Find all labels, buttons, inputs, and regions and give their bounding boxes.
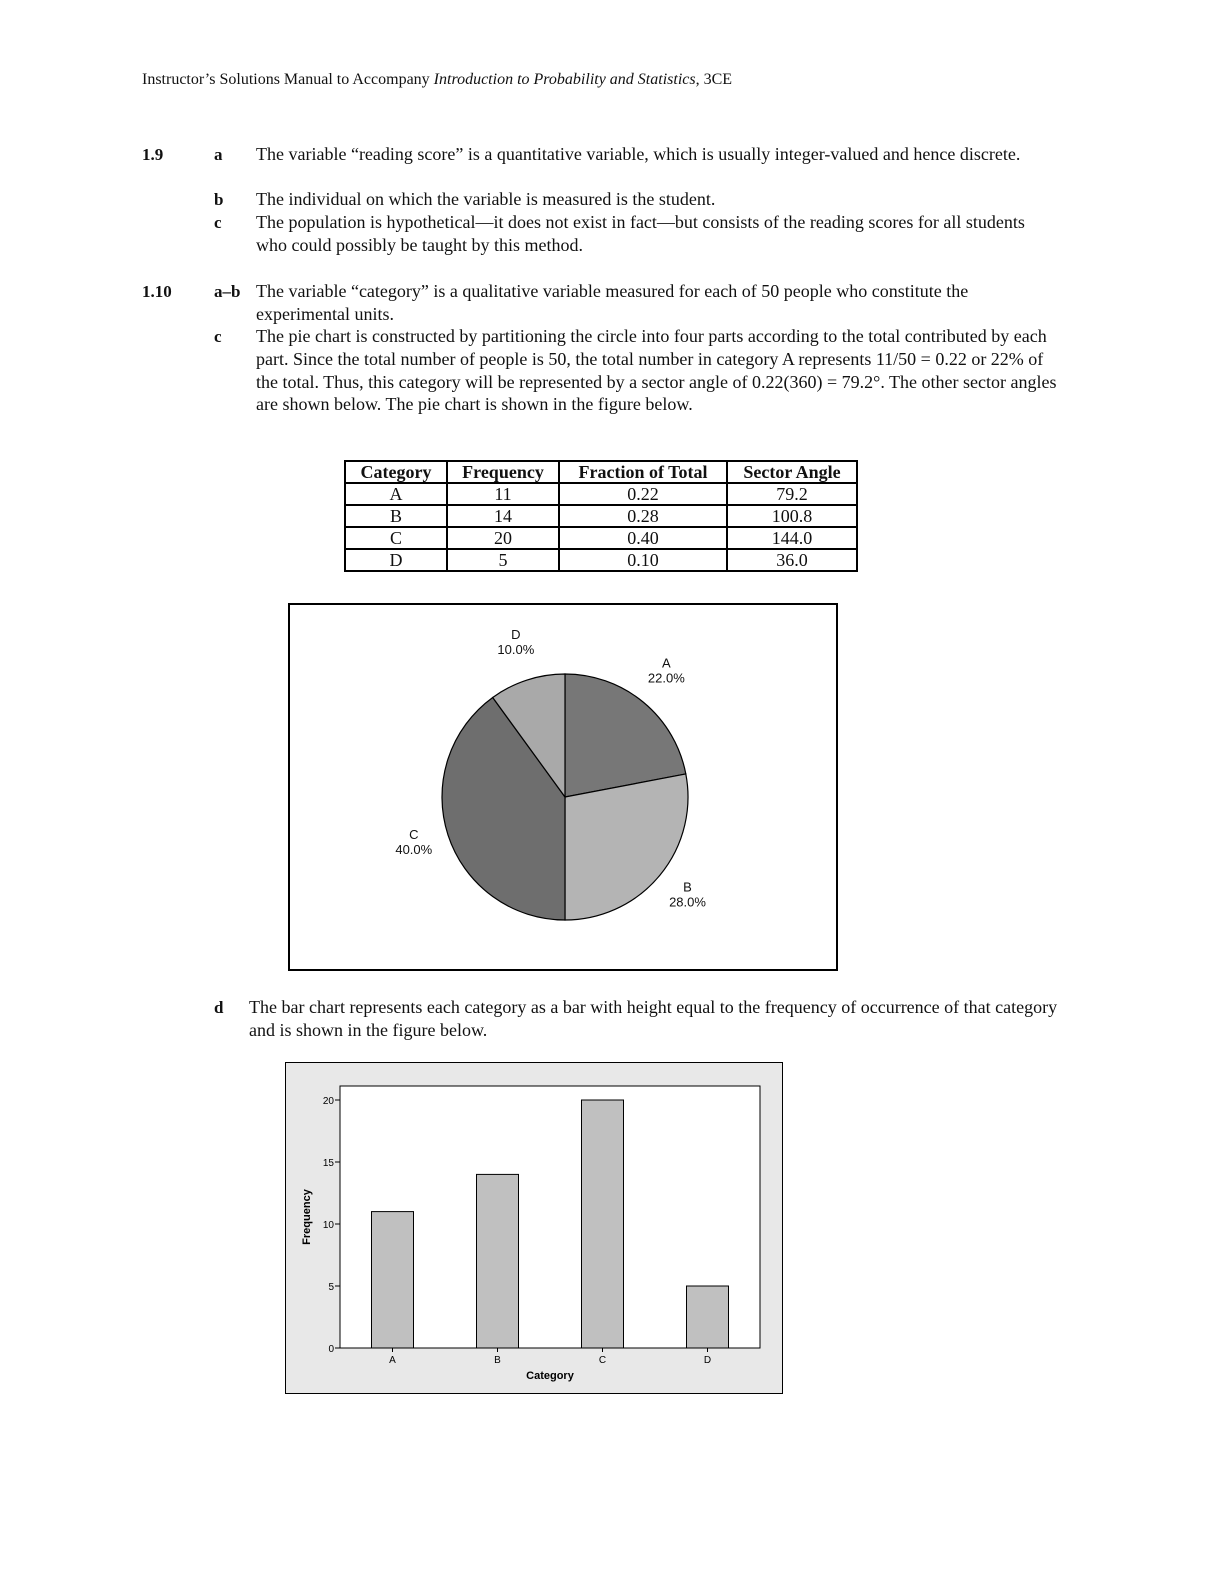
y-tick-label: 15 bbox=[322, 1158, 334, 1169]
answer-1-10-c: The pie chart is constructed by partitioning the circle into four parts according to the total contributed by each part. Since the total number of people is 50, the total number in category A represents 11/50 = 0.22 or 22% of the total. Thus, this category will be represented by a sector angle of 0.22(360) = 79.2°. The other sector angles are shown below. The pie chart is shown in the figure below. bbox=[256, 326, 1057, 415]
problem-number-1-9: 1.9 bbox=[142, 145, 164, 164]
problem-number-1-10: 1.10 bbox=[142, 282, 172, 301]
bar-c bbox=[582, 1100, 624, 1348]
table-cell: 5 bbox=[447, 549, 559, 571]
table-cell: 144.0 bbox=[727, 527, 857, 549]
pie-label-percent: 22.0% bbox=[647, 670, 685, 686]
part-label-b: b bbox=[214, 190, 224, 209]
y-tick-label: 20 bbox=[322, 1096, 334, 1107]
x-tick-label: D bbox=[703, 1355, 712, 1366]
bar-chart bbox=[286, 1063, 782, 1393]
table-cell: 100.8 bbox=[727, 505, 857, 527]
table-cell: 0.10 bbox=[559, 549, 727, 571]
x-axis-label: Category bbox=[526, 1370, 574, 1382]
bar-b bbox=[477, 1174, 519, 1348]
y-tick-label: 10 bbox=[322, 1220, 334, 1231]
bar-d bbox=[687, 1286, 729, 1348]
header-prefix: Instructor’s Solutions Manual to Accompany bbox=[142, 71, 434, 88]
answer-1-9-b: The individual on which the variable is measured is the student. bbox=[256, 189, 716, 209]
page-header bbox=[142, 71, 732, 89]
pie-chart-figure bbox=[288, 603, 838, 971]
sector-angle-table bbox=[344, 460, 858, 572]
table-cell: C bbox=[345, 527, 447, 549]
bar-a bbox=[372, 1212, 414, 1348]
pie-label-percent: 40.0% bbox=[395, 842, 433, 858]
answer-1-9-a: The variable “reading score” is a quantitative variable, which is usually integer-valued and hence discrete. bbox=[256, 144, 1021, 164]
table-cell: A bbox=[345, 483, 447, 505]
table-header-row bbox=[345, 461, 857, 483]
answer-1-9-c: The population is hypothetical—it does not exist in fact—but consists of the reading scores for all students who could possibly be taught by this method. bbox=[256, 212, 1025, 255]
table-cell: 0.40 bbox=[559, 527, 727, 549]
part-label-d: d bbox=[214, 998, 224, 1017]
table-cell: 20 bbox=[447, 527, 559, 549]
pie-label-percent: 28.0% bbox=[669, 894, 706, 910]
part-label-c: c bbox=[214, 213, 222, 232]
column-header: Fraction of Total bbox=[559, 461, 727, 483]
answer-1-10-d: The bar chart represents each category as a bar with height equal to the frequency of occurrence of that category and is shown in the figure below. bbox=[249, 997, 1058, 1040]
y-tick-label: 0 bbox=[328, 1344, 334, 1355]
x-tick-label: B bbox=[494, 1355, 501, 1366]
answer-1-10-ab: The variable “category” is a qualitative variable measured for each of 50 people who constitute the experimental units. bbox=[256, 281, 969, 324]
pie-label-category: C bbox=[409, 827, 419, 843]
pie-label-category: D bbox=[511, 626, 521, 642]
part-label-a-b: a–b bbox=[214, 282, 241, 301]
table-cell: 14 bbox=[447, 505, 559, 527]
column-header: Frequency bbox=[447, 461, 559, 483]
table-cell: 79.2 bbox=[727, 483, 857, 505]
bar-chart-figure bbox=[285, 1062, 783, 1394]
table-row bbox=[345, 483, 857, 505]
part-label-c-1-10: c bbox=[214, 327, 222, 346]
table-row bbox=[345, 549, 857, 571]
pie-label-percent: 10.0% bbox=[497, 641, 535, 657]
table-cell: 11 bbox=[447, 483, 559, 505]
x-tick-label: C bbox=[598, 1355, 607, 1366]
table-cell: 36.0 bbox=[727, 549, 857, 571]
table-cell: 0.28 bbox=[559, 505, 727, 527]
x-tick-label: A bbox=[389, 1355, 396, 1366]
header-suffix: , 3CE bbox=[695, 71, 733, 88]
pie-label-category: A bbox=[662, 655, 671, 671]
table-cell: B bbox=[345, 505, 447, 527]
column-header: Sector Angle bbox=[727, 461, 857, 483]
pie-label-category: B bbox=[683, 879, 692, 895]
y-axis-label: Frequency bbox=[301, 1189, 313, 1245]
table-row bbox=[345, 505, 857, 527]
table-cell: 0.22 bbox=[559, 483, 727, 505]
header-book-title: Introduction to Probability and Statistics bbox=[433, 71, 696, 88]
y-tick-label: 5 bbox=[328, 1282, 334, 1293]
column-header: Category bbox=[345, 461, 447, 483]
pie-chart bbox=[290, 605, 836, 969]
table-row bbox=[345, 527, 857, 549]
part-label-a: a bbox=[214, 145, 223, 164]
table-cell: D bbox=[345, 549, 447, 571]
